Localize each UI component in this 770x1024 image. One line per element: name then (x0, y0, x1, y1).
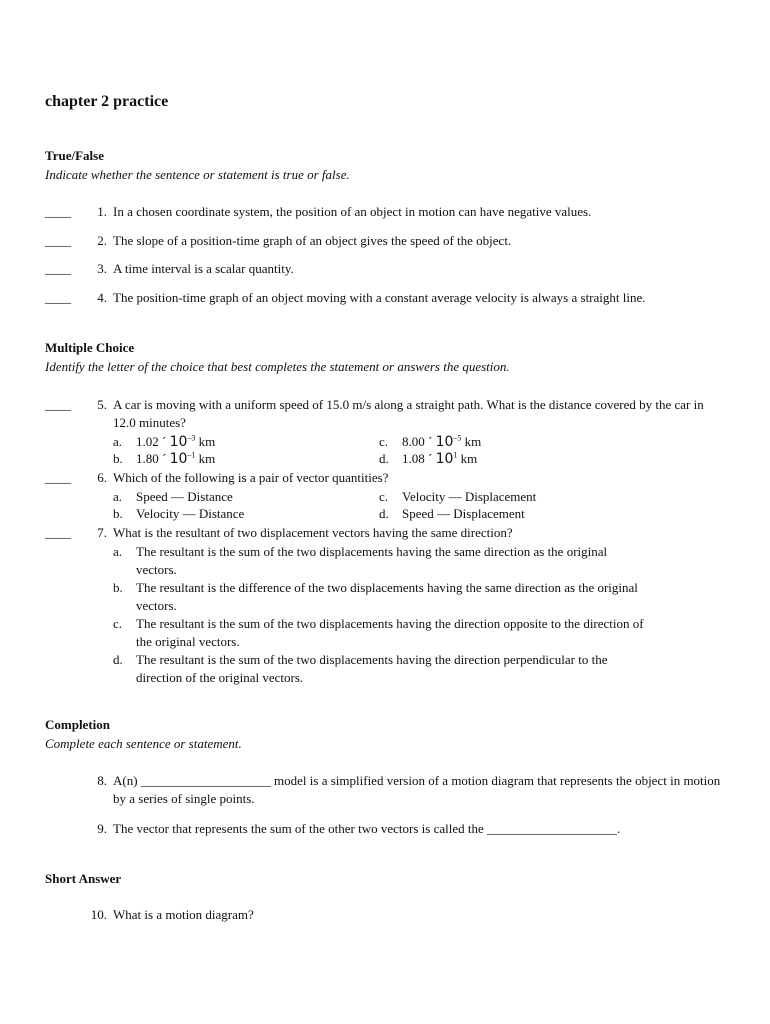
question-number: 10. (90, 907, 107, 922)
choice-letter: a. (113, 489, 123, 504)
choice-text: 1.08 ´ $10^1$ km (402, 450, 478, 467)
question-text: The position-time graph of an object moving with a constant average velocity is always a straight line. (113, 290, 646, 305)
choice-letter: a. (113, 434, 123, 449)
question-number: 8. (97, 773, 107, 788)
choice-text: 1.80 ´ $10^{-1}$ km (136, 450, 216, 467)
answer-blank: ____ (45, 525, 71, 540)
choice-letter: c. (379, 434, 389, 449)
choice-d (113, 651, 646, 687)
completion-heading: Completion (45, 717, 110, 732)
choice-b (113, 579, 646, 615)
choice-text: Speed — Distance (136, 489, 233, 504)
choice-letter: b. (113, 451, 123, 466)
question-text: What is the resultant of two displacement vectors having the same direction? (113, 525, 513, 540)
answer-blank: ____ (45, 261, 71, 276)
page-title: chapter 2 practice (45, 93, 169, 110)
choice-letter: d. (379, 506, 389, 521)
mc-question-7 (45, 524, 725, 689)
choices (113, 543, 723, 687)
choice-a (113, 543, 646, 579)
question-text: Which of the following is a pair of vector quantities? (113, 470, 389, 485)
choice-letter: c. (379, 489, 389, 504)
answer-blank: ____ (45, 290, 71, 305)
mc-heading: Multiple Choice (45, 340, 135, 355)
choice-text: 8.00 ´ $10^{-5}$ km (402, 433, 482, 450)
tf-heading: True/False (45, 148, 104, 163)
choice-letter: d. (379, 451, 389, 466)
question-number: 2. (97, 233, 107, 248)
question-text: A(n) ____________________ model is a simplified version of a motion diagram that represents the object in motion by a series of single points. (113, 773, 721, 806)
answer-blank: ____ (45, 397, 71, 412)
choice-text: The resultant is the sum of the two displacements having the same direction as the original vectors. (136, 544, 608, 577)
question-number: 9. (97, 821, 107, 836)
choice-text: The resultant is the difference of the two displacements having the same direction as the original vectors. (136, 580, 638, 613)
completion-instruction: Complete each sentence or statement. (45, 736, 242, 751)
choice-letter: d. (113, 652, 123, 667)
answer-blank: ____ (45, 233, 71, 248)
question-text: A car is moving with a uniform speed of 15.0 m/s along a straight path. What is the distance covered by the car in 12.0 minutes? (113, 397, 704, 430)
question-text: A time interval is a scalar quantity. (113, 261, 294, 276)
choice-text: Speed — Displacement (402, 506, 525, 521)
mc-instruction: Identify the letter of the choice that best completes the statement or answers the question. (45, 359, 510, 374)
question-text: What is a motion diagram? (113, 907, 254, 922)
choice-letter: b. (113, 580, 123, 595)
choice-c (113, 615, 646, 651)
choice-letter: b. (113, 506, 123, 521)
choice-letter: c. (113, 616, 123, 631)
question-number: 1. (97, 204, 107, 219)
question-text: In a chosen coordinate system, the position of an object in motion can have negative values. (113, 204, 592, 219)
question-number: 6. (97, 470, 107, 485)
choice-text: 1.02 ´ $10^{-3}$ km (136, 433, 216, 450)
question-text: The slope of a position-time graph of an object gives the speed of the object. (113, 233, 512, 248)
choice-text: Velocity — Distance (136, 506, 245, 521)
question-text: The vector that represents the sum of the other two vectors is called the ____________________. (113, 821, 621, 836)
answer-blank: ____ (45, 470, 71, 485)
question-number: 4. (97, 290, 107, 305)
choice-letter: a. (113, 544, 123, 559)
choice-text: The resultant is the sum of the two displacements having the direction perpendicular to the direction of the original vectors. (136, 652, 608, 685)
choice-text: The resultant is the sum of the two displacements having the direction opposite to the direction of the original vectors. (136, 616, 644, 649)
question-number: 5. (97, 397, 107, 412)
tf-instruction: Indicate whether the sentence or statement is true or false. (45, 167, 350, 182)
question-number: 3. (97, 261, 107, 276)
mc-question-6 (45, 469, 725, 523)
answer-blank: ____ (45, 204, 71, 219)
question-number: 7. (97, 525, 107, 540)
short-answer-heading: Short Answer (45, 871, 122, 886)
mc-question-5 (45, 396, 725, 468)
choice-text: Velocity — Displacement (402, 489, 537, 504)
